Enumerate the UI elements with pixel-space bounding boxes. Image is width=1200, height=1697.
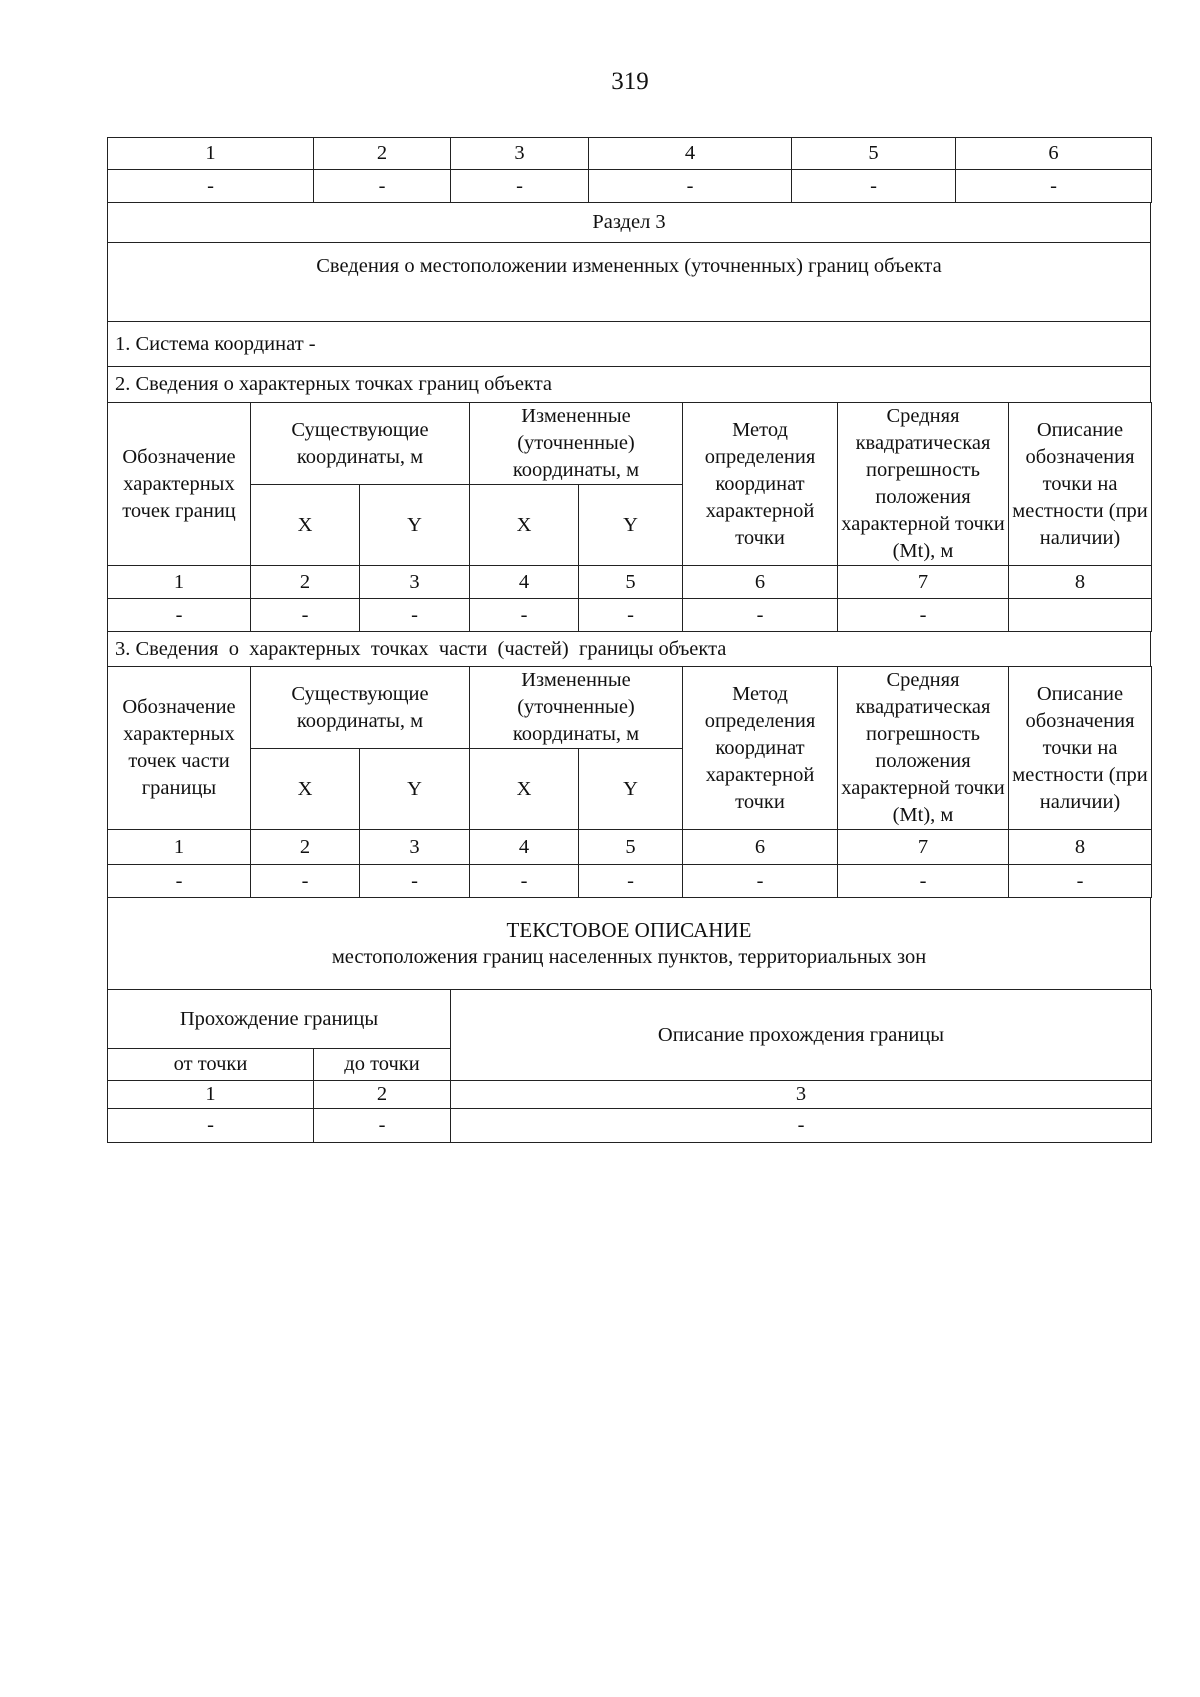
axis-x: X [470, 749, 579, 830]
table-row [108, 865, 1152, 898]
coordinate-system: 1. Система координат - [108, 322, 1151, 367]
column-number: 2 [251, 566, 360, 599]
col-boundary-description: Описание прохождения границы [451, 990, 1152, 1081]
col-existing-coordinates: Существующие координаты, м [251, 667, 470, 749]
col-method: Метод определения координат характерной точки [683, 667, 838, 830]
col-designation: Обозначение характерных точек части границы [108, 667, 251, 830]
axis-y: Y [360, 485, 470, 566]
table-cell: - [314, 170, 451, 203]
top-col-number: 1 [108, 138, 314, 170]
column-numbers-row [108, 1081, 1152, 1109]
table-cell: - [360, 599, 470, 632]
parts-heading-block [107, 631, 1151, 667]
column-number: 2 [314, 1081, 451, 1109]
parts-heading: 3. Сведения о характерных точках части (частей) границы объекта [108, 632, 1151, 667]
table-cell: - [451, 1109, 1152, 1143]
col-mean-error: Средняя квадратическая погрешность положения характерной точки (Mt), м [838, 403, 1009, 566]
col-description: Описание обозначения точки на местности (при наличии) [1009, 403, 1152, 566]
top-col-number: 4 [589, 138, 792, 170]
boundary-table [107, 989, 1152, 1143]
table-cell: - [108, 170, 314, 203]
axis-x: X [470, 485, 579, 566]
page-number: 319 [611, 68, 649, 95]
column-number: 5 [579, 566, 683, 599]
column-number: 6 [683, 566, 838, 599]
col-boundary-passage: Прохождение границы [108, 990, 451, 1049]
table-cell: - [470, 599, 579, 632]
section-title: Раздел 3 [108, 203, 1151, 243]
top-table [107, 137, 1152, 203]
axis-x: X [251, 749, 360, 830]
table-cell: - [1009, 865, 1152, 898]
col-from-point: от точки [108, 1049, 314, 1081]
points-table [107, 402, 1152, 632]
column-number: 1 [108, 1081, 314, 1109]
col-changed-coordinates: Измененные (уточненные) координаты, м [470, 403, 683, 485]
column-number: 3 [451, 1081, 1152, 1109]
col-description: Описание обозначения точки на местности (при наличии) [1009, 667, 1152, 830]
table-cell: - [251, 599, 360, 632]
section-3-block [107, 202, 1151, 403]
table-cell: - [314, 1109, 451, 1143]
section-subtitle: Сведения о местоположении измененных (уточненных) границ объекта [108, 243, 1151, 322]
table-cell: - [792, 170, 956, 203]
table-cell: - [579, 865, 683, 898]
top-table-header-row [108, 138, 1152, 170]
text-description-subtitle: местоположения границ населенных пунктов, территориальных зон [331, 945, 927, 968]
table-row [108, 1109, 1152, 1143]
table-cell: - [579, 599, 683, 632]
table-row [108, 170, 1152, 203]
column-number: 6 [683, 830, 838, 865]
axis-y: Y [360, 749, 470, 830]
table-cell: - [108, 599, 251, 632]
table-cell: - [838, 865, 1009, 898]
table-cell: - [956, 170, 1152, 203]
column-number: 8 [1009, 566, 1152, 599]
top-col-number: 6 [956, 138, 1152, 170]
column-number: 7 [838, 830, 1009, 865]
column-number: 2 [251, 830, 360, 865]
col-designation: Обозначение характерных точек границ [108, 403, 251, 566]
col-changed-coordinates: Измененные (уточненные) координаты, м [470, 667, 683, 749]
text-description-title: ТЕКСТОВОЕ ОПИСАНИЕ [506, 917, 752, 942]
top-col-number: 2 [314, 138, 451, 170]
axis-y: Y [579, 749, 683, 830]
table-cell: - [838, 599, 1009, 632]
axis-x: X [251, 485, 360, 566]
column-number: 4 [470, 830, 579, 865]
table-cell: - [251, 865, 360, 898]
table-cell: - [360, 865, 470, 898]
table-cell: - [683, 599, 838, 632]
table-cell [1009, 599, 1152, 632]
table-cell: - [451, 170, 589, 203]
table-cell: - [470, 865, 579, 898]
column-number: 7 [838, 566, 1009, 599]
column-number: 3 [360, 830, 470, 865]
column-number: 4 [470, 566, 579, 599]
axis-y: Y [579, 485, 683, 566]
column-numbers-row [108, 830, 1152, 865]
column-number: 1 [108, 566, 251, 599]
parts-table [107, 666, 1152, 898]
table-cell: - [108, 865, 251, 898]
column-number: 5 [579, 830, 683, 865]
col-to-point: до точки [314, 1049, 451, 1081]
points-heading: 2. Сведения о характерных точках границ объекта [108, 367, 1151, 403]
col-existing-coordinates: Существующие координаты, м [251, 403, 470, 485]
col-mean-error: Средняя квадратическая погрешность положения характерной точки (Mt), м [838, 667, 1009, 830]
table-cell: - [589, 170, 792, 203]
table-row [108, 599, 1152, 632]
table-cell: - [108, 1109, 314, 1143]
column-number: 8 [1009, 830, 1152, 865]
text-description-block [107, 897, 1151, 990]
col-method: Метод определения координат характерной точки [683, 403, 838, 566]
column-numbers-row [108, 566, 1152, 599]
top-col-number: 5 [792, 138, 956, 170]
column-number: 3 [360, 566, 470, 599]
top-col-number: 3 [451, 138, 589, 170]
column-number: 1 [108, 830, 251, 865]
table-cell: - [683, 865, 838, 898]
